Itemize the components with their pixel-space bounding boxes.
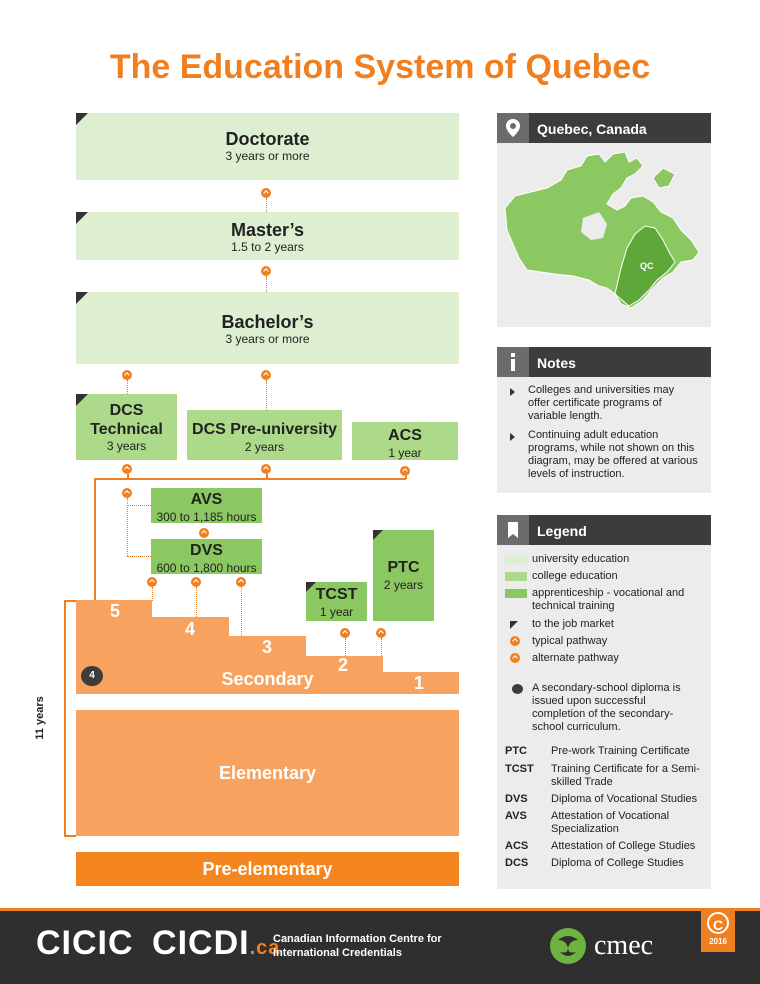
- alternate-pathway-line: [127, 498, 128, 556]
- alternate-pathway-arrow-icon: [122, 488, 132, 498]
- logo-ca-text: .ca: [249, 937, 281, 959]
- legend-panel-header: [497, 515, 711, 545]
- cmec-text: cmec: [594, 930, 654, 961]
- pathway-line: [266, 380, 267, 410]
- corner-marker: [76, 394, 88, 406]
- legend-title: Legend: [537, 523, 587, 539]
- notes-title: Notes: [537, 355, 576, 371]
- alternate-pathway-line: [127, 505, 151, 506]
- masters-name: Master’s: [230, 220, 305, 240]
- footer-accent-line: [0, 908, 760, 911]
- dcs-technical-name-line1: DCS: [109, 402, 144, 419]
- cicic-logo[interactable]: [36, 924, 280, 963]
- doctorate-name: Doctorate: [225, 129, 310, 149]
- speech-bubble-icon: [512, 684, 523, 694]
- def-ptc: Pre-work Training Certificate: [551, 745, 690, 757]
- typical-pathway-arrow-icon: [191, 577, 201, 587]
- legend-job-market: to the job market: [532, 618, 614, 630]
- pathway-line: [127, 380, 128, 394]
- abbr-tcst: TCST: [505, 763, 534, 775]
- typical-pathway-line: [94, 478, 96, 600]
- diploma-note-number: 4: [89, 670, 95, 681]
- typical-pathway-arrow-icon: [122, 370, 132, 380]
- legend-typical: typical pathway: [532, 635, 608, 647]
- alternate-pathway-line: [127, 556, 151, 557]
- footer: [0, 908, 760, 984]
- acs-duration: 1 year: [388, 446, 422, 460]
- typical-pathway-arrow-icon: [261, 266, 271, 276]
- elementary-label: Elementary: [218, 763, 317, 783]
- typical-pathway-arrow-icon: [261, 188, 271, 198]
- org-name-line1: Canadian Information Centre for: [273, 933, 442, 945]
- dcs-preuniversity-name: DCS Pre-university: [192, 421, 337, 438]
- logo-cicdi-text: CICDI: [152, 924, 250, 962]
- doctorate-box: [76, 113, 459, 180]
- typical-pathway-arrow-icon: [261, 464, 271, 474]
- legend-university: university education: [532, 553, 630, 565]
- avs-name: AVS: [190, 491, 223, 508]
- pathway-line: [152, 587, 153, 601]
- university-swatch: [505, 555, 527, 564]
- typical-pathway-icon: [510, 636, 520, 646]
- typical-pathway-line: [94, 478, 406, 480]
- legend-diploma-note: A secondary-school diploma is issued upon successful completion of the secondary-school curriculum.: [532, 682, 681, 733]
- pre-elementary-box: [76, 852, 459, 886]
- diploma-note-icon: [81, 666, 103, 686]
- def-acs: Attestation of College Studies: [551, 840, 696, 852]
- job-market-icon: [510, 621, 518, 629]
- copyright-badge: [701, 908, 735, 952]
- dvs-name: DVS: [190, 542, 223, 559]
- legend-apprenticeship: apprenticeship - vocational and technical training: [532, 587, 685, 612]
- page-title: The Education System of Quebec: [109, 48, 651, 86]
- typical-pathway-line: [266, 474, 268, 479]
- abbr-avs: AVS: [505, 810, 527, 822]
- avs-duration: 300 to 1,185 hours: [156, 510, 257, 524]
- job-market-marker: [373, 530, 383, 540]
- elementary-box: [76, 710, 459, 836]
- dcs-preuniversity-box: [187, 410, 342, 460]
- years-bracket: [64, 600, 66, 836]
- job-market-marker: [306, 582, 316, 592]
- typical-pathway-arrow-icon: [261, 370, 271, 380]
- secondary-label: Secondary: [221, 669, 314, 689]
- copyright-year: 2016: [709, 937, 727, 946]
- alternate-pathway-icon: [510, 653, 520, 663]
- years-label: 11 years: [34, 696, 46, 740]
- secondary-step-1: 1: [414, 673, 425, 693]
- def-avs: Attestation of Vocational Specialization: [551, 810, 670, 835]
- org-name-line2: International Credentials: [273, 947, 402, 959]
- notes-panel-header: [497, 347, 711, 377]
- doctorate-duration: 3 years or more: [225, 149, 310, 163]
- dcs-technical-duration: 3 years: [106, 439, 147, 453]
- typical-pathway-line: [405, 476, 407, 479]
- alternate-pathway-arrow-icon: [236, 577, 246, 587]
- typical-pathway-arrow-icon: [400, 466, 410, 476]
- org-name: [273, 932, 442, 960]
- dvs-box: [151, 539, 262, 574]
- location-panel-header: [497, 113, 711, 143]
- typical-pathway-line: [127, 474, 129, 479]
- acs-name: ACS: [388, 427, 422, 444]
- tcst-duration: 1 year: [319, 605, 354, 619]
- bookmark-icon: [497, 515, 529, 545]
- pathway-line: [266, 276, 267, 292]
- years-bracket: [64, 835, 76, 837]
- note-item: Continuing adult education programs, while not shown on this diagram, may be offered at various levels of instruction.: [528, 429, 698, 480]
- dcs-preuniversity-duration: 2 years: [244, 440, 285, 454]
- bachelors-duration: 3 years or more: [225, 332, 310, 346]
- def-dcs: Diploma of College Studies: [551, 857, 684, 869]
- def-dvs: Diploma of Vocational Studies: [551, 793, 698, 805]
- qc-map-label: QC: [640, 261, 654, 271]
- secondary-step-2: 2: [338, 655, 349, 675]
- secondary-step-3: 3: [262, 637, 273, 657]
- copyright-icon: C: [707, 912, 729, 934]
- bullet-icon: [510, 433, 515, 441]
- def-tcst: Training Certificate for a Semi-skilled Trade: [551, 763, 700, 788]
- dcs-technical-box: [76, 394, 177, 460]
- ptc-name: PTC: [387, 559, 420, 576]
- masters-box: [76, 212, 459, 260]
- apprenticeship-swatch: [505, 589, 527, 598]
- bullet-icon: [510, 388, 515, 396]
- dvs-duration: 600 to 1,800 hours: [156, 561, 257, 575]
- legend-college: college education: [532, 570, 618, 582]
- secondary-step-5: 5: [110, 601, 121, 621]
- abbr-acs: ACS: [505, 840, 529, 852]
- typical-pathway-arrow-icon: [122, 464, 132, 474]
- map-pin-icon: [497, 113, 529, 143]
- dcs-technical-name-line2: Technical: [90, 421, 163, 438]
- abbr-dcs: DCS: [505, 857, 529, 869]
- typical-pathway-arrow-icon: [147, 577, 157, 587]
- corner-marker: [76, 212, 88, 224]
- note-item: Colleges and universities may offer certificate programs of variable length.: [528, 384, 675, 422]
- typical-pathway-arrow-icon: [199, 528, 209, 538]
- college-swatch: [505, 572, 527, 581]
- legend-alternate: alternate pathway: [532, 652, 619, 664]
- tcst-name: TCST: [315, 586, 358, 603]
- pre-elementary-label: Pre-elementary: [202, 859, 333, 879]
- info-icon: [497, 347, 529, 377]
- ptc-duration: 2 years: [383, 578, 424, 592]
- secondary-step-4: 4: [185, 619, 196, 639]
- corner-marker: [76, 113, 88, 125]
- bachelors-name: Bachelor’s: [221, 312, 314, 332]
- canada-map: [503, 148, 705, 320]
- avs-box: [151, 488, 262, 523]
- location-title: Quebec, Canada: [537, 121, 647, 137]
- masters-duration: 1.5 to 2 years: [231, 240, 304, 254]
- years-bracket: [64, 600, 76, 602]
- cmec-logo-icon[interactable]: [548, 926, 588, 971]
- logo-cicic-text: CICIC: [36, 924, 134, 962]
- corner-marker: [76, 292, 88, 304]
- pathway-line: [266, 198, 267, 212]
- abbr-ptc: PTC: [505, 745, 527, 757]
- acs-box: [352, 422, 458, 460]
- bachelors-box: [76, 292, 459, 364]
- abbr-dvs: DVS: [505, 793, 528, 805]
